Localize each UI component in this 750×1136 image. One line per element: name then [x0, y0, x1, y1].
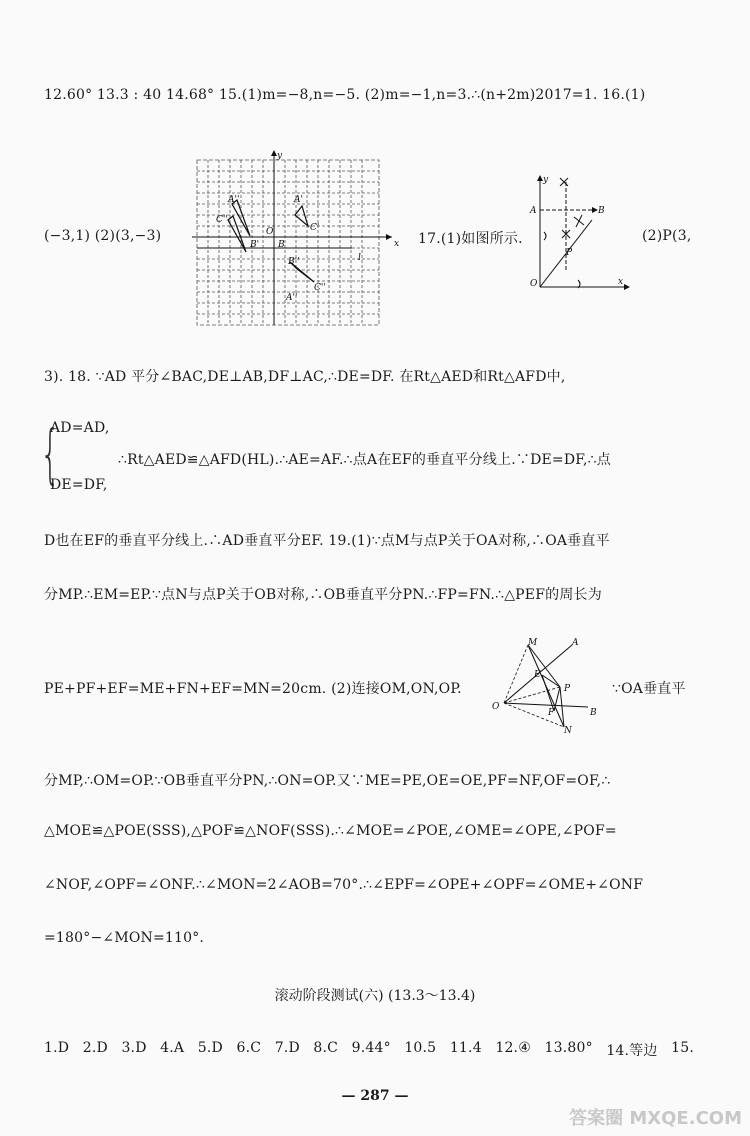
svg-text:y: y	[277, 151, 283, 161]
answer-item: 6.C	[236, 1040, 262, 1056]
svg-text:A: A	[572, 638, 579, 648]
svg-text:B'': B''	[288, 257, 300, 267]
svg-text:y: y	[543, 175, 549, 185]
svg-text:B': B'	[250, 240, 260, 250]
answer-item: 11.4	[449, 1040, 482, 1056]
svg-text:A: A	[530, 206, 537, 216]
answer-line-3: 3). 18. ∵AD 平分∠BAC,DE⊥AB,DF⊥AC,∴DE=DF. 在Rt△AED和Rt△AFD中,	[44, 369, 566, 385]
answer-line-4c: DE=DF,	[50, 477, 108, 493]
answer-line-6: 分MP.∴EM=EP.∵点N与点P关于OB对称,∴OB垂直平分PN.∴FP=FN.∴△PEF的周长为	[44, 587, 602, 603]
svg-text:N: N	[564, 726, 572, 735]
answer-item: 14.等边	[606, 1043, 658, 1059]
answer-item: 9.44°	[351, 1040, 391, 1056]
svg-text:P: P	[564, 684, 571, 694]
answer-item: 2.D	[82, 1040, 108, 1056]
svg-text:C'': C''	[216, 215, 228, 225]
watermark-logo: 答案圈 MXQE.COM	[569, 1108, 742, 1129]
answer-item: 4.A	[160, 1040, 185, 1056]
answer-item: 8.C	[313, 1040, 339, 1056]
svg-text:C': C'	[310, 223, 320, 233]
svg-text:E: E	[534, 670, 541, 680]
answer-line-4b: ∴Rt△AED≌△AFD(HL).∴AE=AF.∴点A在EF的垂直平分线上.∵DE=DF,∴点	[118, 452, 611, 468]
svg-text:A'': A''	[286, 293, 298, 303]
svg-text:l: l	[358, 253, 361, 263]
svg-text:O: O	[266, 227, 274, 237]
answer-line-1: 12.60° 13.3 : 40 14.68° 15.(1)m=−8,n=−5. (2)m=−1,n=3.∴(n+2m)2017=1. 16.(1)	[44, 87, 646, 103]
system-brace: {	[40, 418, 61, 492]
figure-17	[522, 172, 632, 294]
svg-text:F: F	[548, 708, 555, 718]
figure-16-grid	[192, 150, 404, 330]
answer-item: 12.④	[495, 1040, 531, 1056]
answer-line-8: 分MP,∴OM=OP.∵OB垂直平分PN,∴ON=OP.又∵ME=PE,OE=OE,PF=NF,OF=OF,∴	[44, 773, 611, 789]
svg-text:B: B	[598, 206, 605, 216]
section-title: 滚动阶段测试(六) (13.3～13.4)	[274, 988, 476, 1004]
svg-text:B: B	[590, 708, 597, 718]
answer-item: 5.D	[197, 1040, 223, 1056]
svg-text:P: P	[566, 248, 573, 258]
answer-line-10: ∠NOF,∠OPF=∠ONF.∴∠MON=2∠AOB=70°.∴∠EPF=∠OPE+∠OPF=∠OME+∠ONF	[44, 877, 644, 893]
svg-text:A'': A''	[228, 195, 240, 205]
figure-19	[490, 635, 605, 735]
svg-text:x: x	[394, 239, 400, 249]
answer-line-5: D也在EF的垂直平分线上.∴AD垂直平分EF. 19.(1)∵点M与点P关于OA对称,∴OA垂直平	[44, 533, 610, 549]
svg-text:C'': C''	[314, 283, 326, 293]
answer-item: 15.	[671, 1040, 694, 1056]
answer-line-11: =180°−∠MON=110°.	[44, 930, 205, 946]
multiple-choice-answers	[44, 1040, 694, 1060]
answer-line-2a: (−3,1) (2)(3,−3)	[44, 228, 162, 244]
answer-item: 13.80°	[544, 1040, 593, 1056]
svg-text:A': A'	[294, 195, 303, 205]
answer-line-9: △MOE≌△POE(SSS),△POF≌△NOF(SSS).∴∠MOE=∠POE,∠OME=∠OPE,∠POF=	[44, 823, 617, 839]
answer-item: 3.D	[121, 1040, 147, 1056]
answer-item: 10.5	[404, 1040, 437, 1056]
svg-text:x: x	[618, 277, 624, 287]
answer-item: 1.D	[44, 1040, 70, 1056]
answer-line-7a: PE+PF+EF=ME+FN+EF=MN=20cm. (2)连接OM,ON,OP.	[44, 681, 462, 697]
svg-text:O: O	[492, 702, 500, 712]
page-number: — 287 —	[341, 1088, 409, 1104]
answer-line-4a: AD=AD,	[50, 420, 110, 436]
svg-text:B: B	[278, 240, 285, 250]
answer-line-2c: (2)P(3,	[642, 228, 692, 244]
answer-line-2b: 17.(1)如图所示.	[418, 231, 523, 247]
answer-item: 7.D	[274, 1040, 300, 1056]
svg-text:M: M	[528, 638, 538, 648]
svg-text:O: O	[530, 279, 538, 289]
answer-line-7b: ∵OA垂直平	[612, 681, 686, 697]
